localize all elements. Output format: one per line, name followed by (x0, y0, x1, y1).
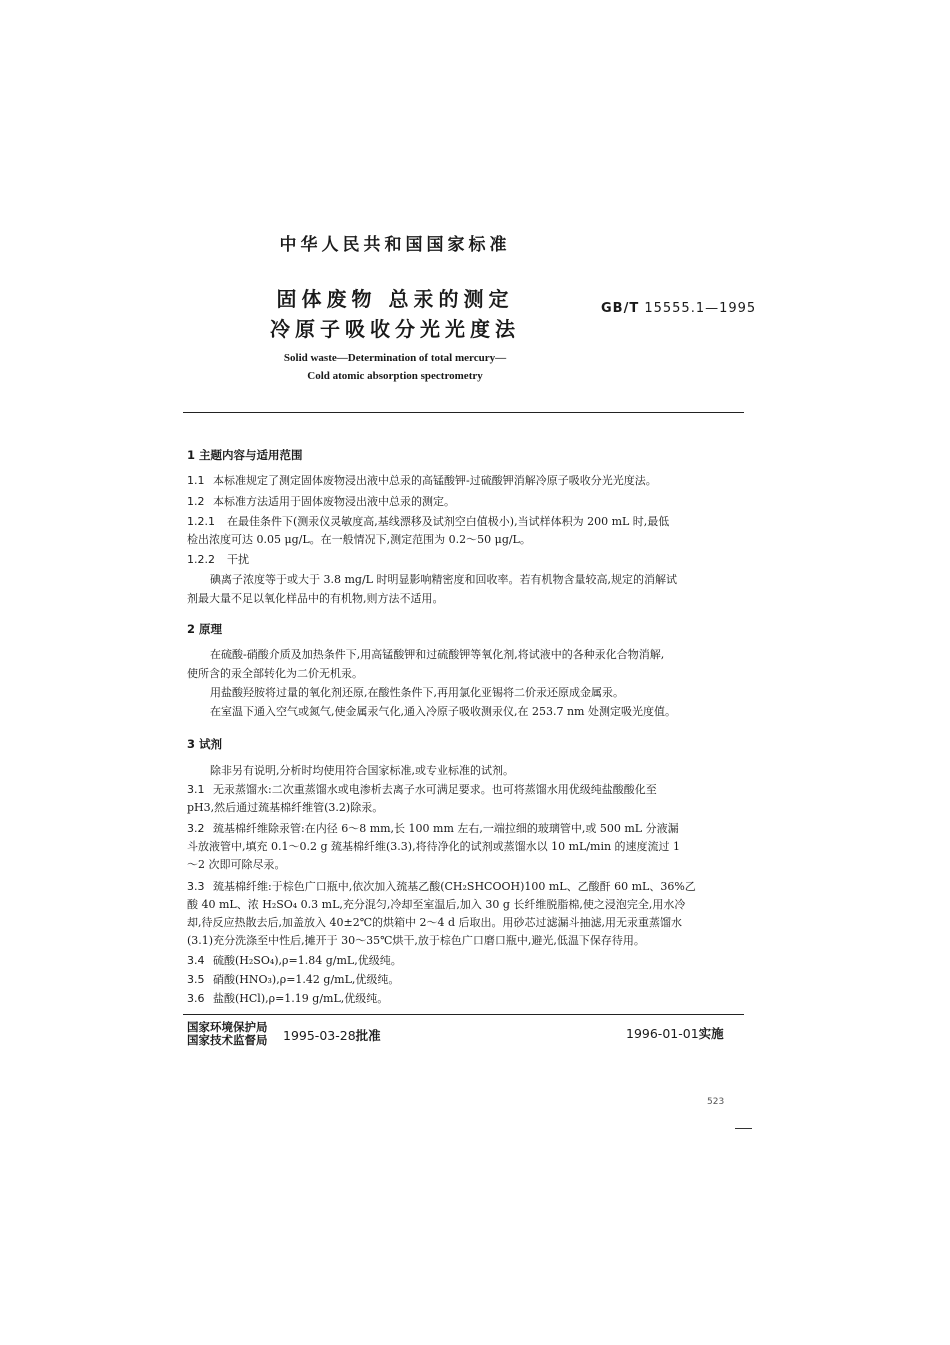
approval-date (283, 1026, 381, 1044)
clause-1-2-1 (187, 514, 747, 530)
clause-3-3-cont-2: 却,待反应热散去后,加盖放入 40±2℃的烘箱中 2～4 d 后取出。用砂芯过滤漏斗抽滤,用无汞重蒸馏水 (187, 916, 683, 929)
issuer-environment-bureau: 国家环境保护局 (187, 1020, 268, 1034)
clause-text: 本标准规定了测定固体废物浸出液中总汞的高锰酸钾-过硫酸钾消解冷原子吸收分光光度法。 (213, 474, 657, 487)
footer-divider (183, 1014, 744, 1015)
page-number: 523 (707, 1097, 725, 1107)
section-3-title: 3 试剂 (187, 737, 223, 751)
document-title-line1: 固体废物 总汞的测定 (276, 287, 514, 311)
clause-number: 3.4 (187, 954, 205, 967)
clause-text: 本标准方法适用于固体废物浸出液中总汞的测定。 (213, 495, 455, 508)
clause-number: 1.2.2 (187, 553, 215, 566)
effective-date-value: 1996-01-01 (626, 1026, 699, 1041)
clause-text: 硝酸(HNO₃),ρ=1.42 g/mL,优级纯。 (213, 973, 400, 986)
effective-date (626, 1024, 724, 1042)
section-2-title: 2 原理 (187, 622, 223, 636)
clause-3-1-cont: pH3,然后通过巯基棉纤维管(3.2)除汞。 (187, 801, 384, 814)
standard-code: 15555.1—1995 (644, 301, 757, 316)
approval-date-value: 1995-03-28 (283, 1028, 356, 1043)
issuer-technical-supervision-bureau: 国家技术监督局 (187, 1033, 268, 1047)
approval-label: 批准 (355, 1028, 381, 1043)
clause-number: 1.2.1 (187, 515, 215, 528)
clause-3-6 (187, 991, 747, 1007)
principle-para-1-cont: 使所含的汞全部转化为二价无机汞。 (187, 667, 363, 680)
page-edge-mark (735, 1128, 752, 1129)
clause-text: 巯基棉纤维除汞管:在内径 6～8 mm,长 100 mm 左右,一端拉细的玻璃管中,或 500 mL 分液漏 (213, 822, 679, 835)
clause-number: 1.2 (187, 495, 205, 508)
national-standard-heading: 中华人民共和国国家标准 (279, 235, 511, 255)
clause-text: 盐酸(HCl),ρ=1.19 g/mL,优级纯。 (213, 992, 389, 1005)
section-1-title: 1 主题内容与适用范围 (187, 448, 303, 462)
clause-3-2 (187, 821, 747, 837)
clause-3-3-cont-1: 酸 40 mL、浓 H₂SO₄ 0.3 mL,充分混匀,冷却至室温后,加入 30 g 长纤维脱脂棉,使之浸泡完全,用水冷 (187, 898, 686, 911)
clause-number: 3.1 (187, 783, 205, 796)
clause-3-5 (187, 972, 747, 988)
standard-prefix: GB/T (601, 301, 640, 316)
clause-text: 干扰 (227, 553, 249, 566)
clause-number: 1.1 (187, 474, 205, 487)
english-title-line2: Cold atomic absorption spectrometry (307, 370, 483, 382)
clause-3-4 (187, 953, 747, 969)
reagents-intro: 除非另有说明,分析时均使用符合国家标准,或专业标准的试剂。 (210, 764, 514, 777)
clause-3-1 (187, 782, 747, 798)
document-title-line2: 冷原子吸收分光光度法 (270, 317, 520, 341)
clause-3-3-cont-3: (3.1)充分洗涤至中性后,摊开于 30～35℃烘干,放于棕色广口磨口瓶中,避光,低温下保存待用。 (187, 934, 645, 947)
clause-3-2-cont-2: ～2 次即可除尽汞。 (187, 858, 286, 871)
clause-1-1 (187, 473, 747, 489)
clause-1-2-2-body-cont: 剂最大量不足以氧化样品中的有机物,则方法不适用。 (187, 592, 444, 605)
header-divider (183, 412, 744, 413)
clause-number: 3.2 (187, 822, 205, 835)
principle-para-1: 在硫酸-硝酸介质及加热条件下,用高锰酸钾和过硫酸钾等氧化剂,将试液中的各种汞化合物消解, (210, 648, 665, 661)
clause-1-2-2 (187, 552, 747, 568)
principle-para-3: 在室温下通入空气或氮气,使金属汞气化,通入冷原子吸收测汞仪,在 253.7 nm 处测定吸光度值。 (210, 705, 676, 718)
clause-number: 3.3 (187, 880, 205, 893)
clause-text: 巯基棉纤维:于棕色广口瓶中,依次加入巯基乙酸(CH₂SHCOOH)100 mL、乙酸酐 60 mL、36%乙 (213, 880, 696, 893)
clause-1-2-1-cont: 检出浓度可达 0.05 μg/L。在一般情况下,测定范围为 0.2～50 μg/L。 (187, 533, 531, 546)
standard-number (601, 301, 756, 316)
clause-text: 无汞蒸馏水:二次重蒸馏水或电渗析去离子水可满足要求。也可将蒸馏水用优级纯盐酸酸化至 (213, 783, 657, 796)
clause-text: 硫酸(H₂SO₄),ρ=1.84 g/mL,优级纯。 (213, 954, 402, 967)
clause-1-2-2-body: 碘离子浓度等于或大于 3.8 mg/L 时明显影响精密度和回收率。若有机物含量较高,规定的消解试 (210, 573, 677, 586)
principle-para-2: 用盐酸羟胺将过量的氧化剂还原,在酸性条件下,再用氯化亚锡将二价汞还原成金属汞。 (210, 686, 624, 699)
clause-3-3 (187, 879, 747, 895)
effective-label: 实施 (698, 1026, 724, 1041)
clause-text: 在最佳条件下(测汞仪灵敏度高,基线漂移及试剂空白值极小),当试样体积为 200 mL 时,最低 (227, 515, 670, 528)
clause-3-2-cont-1: 斗放液管中,填充 0.1～0.2 g 巯基棉纤维(3.3),将待净化的试剂或蒸馏水以 10 mL/min 的速度流过 1 (187, 840, 681, 853)
clause-number: 3.6 (187, 992, 205, 1005)
english-title-line1: Solid waste—Determination of total mercury— (283, 352, 507, 364)
issuing-authorities (187, 1021, 268, 1047)
clause-1-2 (187, 494, 747, 510)
clause-number: 3.5 (187, 973, 205, 986)
